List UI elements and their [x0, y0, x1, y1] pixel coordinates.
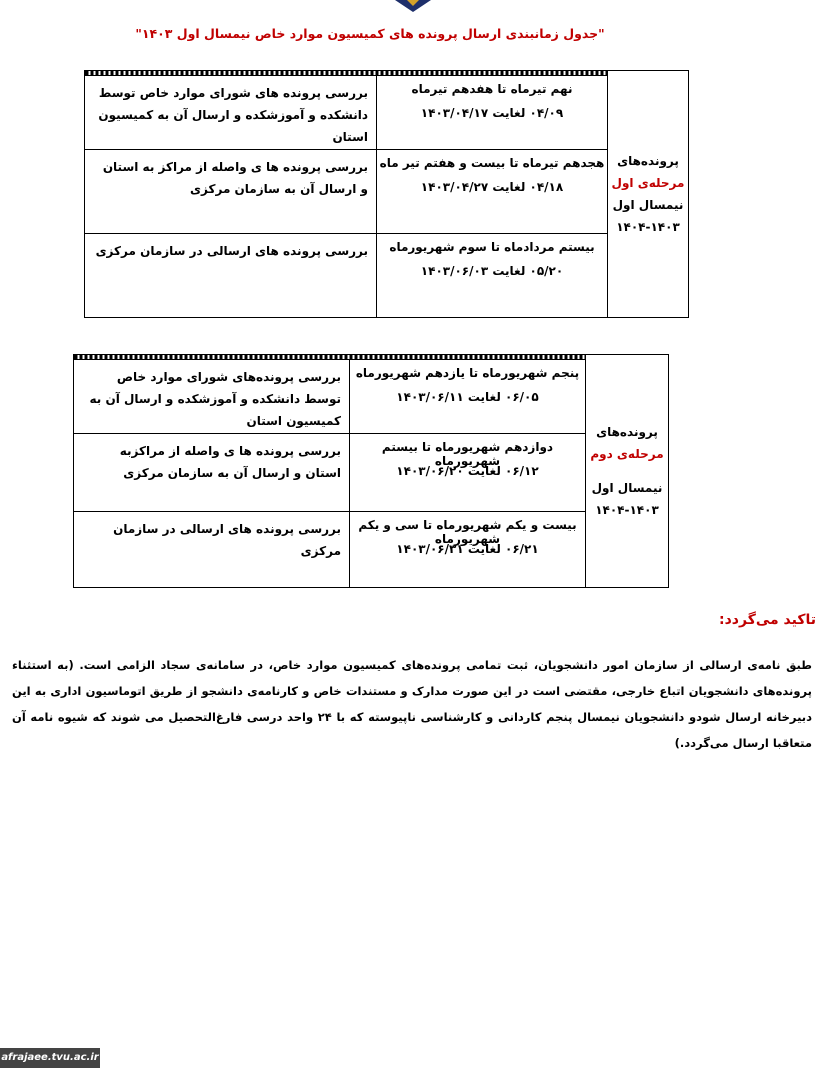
period-dates: ۰۵/۲۰ لغایت ۱۴۰۳/۰۶/۰۳: [420, 264, 564, 278]
logo-emblem: [395, 0, 431, 12]
task-cell: بررسی پرونده های ارسالی در سازمان مرکزی: [74, 512, 350, 588]
period-cell: [377, 234, 608, 318]
table-row: [74, 434, 669, 512]
schedule-table-stage-1: [84, 70, 689, 318]
category-year: ۱۴۰۴-۱۴۰۳: [616, 220, 680, 234]
period-label: پنجم شهریورماه تا یازدهم شهریورماه: [355, 366, 580, 380]
period-cell: [350, 360, 586, 434]
category-semester: نیمسال اول: [612, 198, 684, 212]
page-title: "جدول زمانبندی ارسال پرونده های کمیسیون موارد خاص نیمسال اول ۱۴۰۳": [135, 26, 605, 41]
period-label: نهم تیرماه تا هفدهم تیرماه: [411, 82, 573, 96]
period-dates: ۰۶/۱۲ لغایت ۱۴۰۳/۰۶/۲۰: [396, 464, 539, 478]
period-dates: ۰۴/۰۹ لغایت ۱۴۰۳/۰۴/۱۷: [420, 106, 564, 120]
task-cell: بررسی پرونده های ارسالی در سازمان مرکزی: [85, 234, 377, 318]
table-row: [85, 76, 689, 150]
task-cell: بررسی پرونده های شورای موارد خاص توسط دانشکده و آموزشکده و ارسال آن به کمیسیون استان: [85, 76, 377, 150]
category-stage: مرحله‌ی دوم: [590, 447, 664, 461]
period-label: دوازدهم شهریورماه تا بیستم شهریورماه: [381, 440, 554, 468]
category-stage: مرحله‌ی اول: [611, 176, 685, 190]
task-cell: بررسی پرونده‌های شورای موارد خاص توسط دانشکده و آموزشکده و ارسال آن به کمیسیون استان: [74, 360, 350, 434]
category-year: ۱۴۰۴-۱۴۰۳: [595, 503, 659, 517]
task-cell: بررسی پرونده ها ی واصله از مراکزبه استان و ارسال آن به سازمان مرکزی: [74, 434, 350, 512]
site-watermark[interactable]: afrajaee.tvu.ac.ir: [0, 1048, 100, 1068]
table-row: [74, 360, 669, 434]
category-semester: نیمسال اول: [591, 481, 663, 495]
period-cell: [350, 434, 586, 512]
task-cell: بررسی پرونده ها ی واصله از مراکز به استان و ارسال آن به سازمان مرکزی: [85, 150, 377, 234]
period-label: هجدهم تیرماه تا بیست و هفتم تیر ماه: [379, 156, 605, 170]
period-label: بیستم مردادماه تا سوم شهریورماه: [389, 240, 595, 254]
period-dates: ۰۶/۲۱ لغایت ۱۴۰۳/۰۶/۳۱: [396, 542, 539, 556]
table-row: [85, 234, 689, 318]
note-body: طبق نامه‌ی ارسالی از سازمان امور دانشجویان، ثبت تمامی پرونده‌های کمیسیون موارد خاص، در سامانه‌ی سجاد الزامی است. (به استثناء پرونده‌های دانشجویان اتباع خارجی، مقتضی است در این صورت مدارک و مستندات خاص و کارنامه‌ی دانشجو از طریق اتوماسیون اداری به این دبیرخانه ارسال شودو دانشجویان نیمسال پنجم کاردانی و کارشناسی ناپیوسته که با ۲۴ واحد درسی فارغ‌التحصیل می شوند که شیوه نامه آن متعاقبا ارسال می‌گردد.): [12, 658, 812, 750]
schedule-table-stage-2: [73, 354, 669, 588]
category-line: پرونده‌های: [617, 154, 679, 168]
note-heading: تاکید می‌گردد:: [719, 612, 816, 628]
period-dates: ۰۶/۰۵ لغایت ۱۴۰۳/۰۶/۱۱: [396, 390, 539, 404]
table-row: [74, 512, 669, 588]
category-cell: [586, 355, 669, 588]
period-cell: [377, 150, 608, 234]
category-cell: [608, 71, 689, 318]
period-dates: ۰۴/۱۸ لغایت ۱۴۰۳/۰۴/۲۷: [420, 180, 564, 194]
category-line: پرونده‌های: [596, 425, 658, 439]
table-row: [85, 150, 689, 234]
period-cell: [377, 76, 608, 150]
period-cell: [350, 512, 586, 588]
period-label: بیست و یکم شهریورماه تا سی و یکم شهریورماه: [358, 518, 577, 546]
